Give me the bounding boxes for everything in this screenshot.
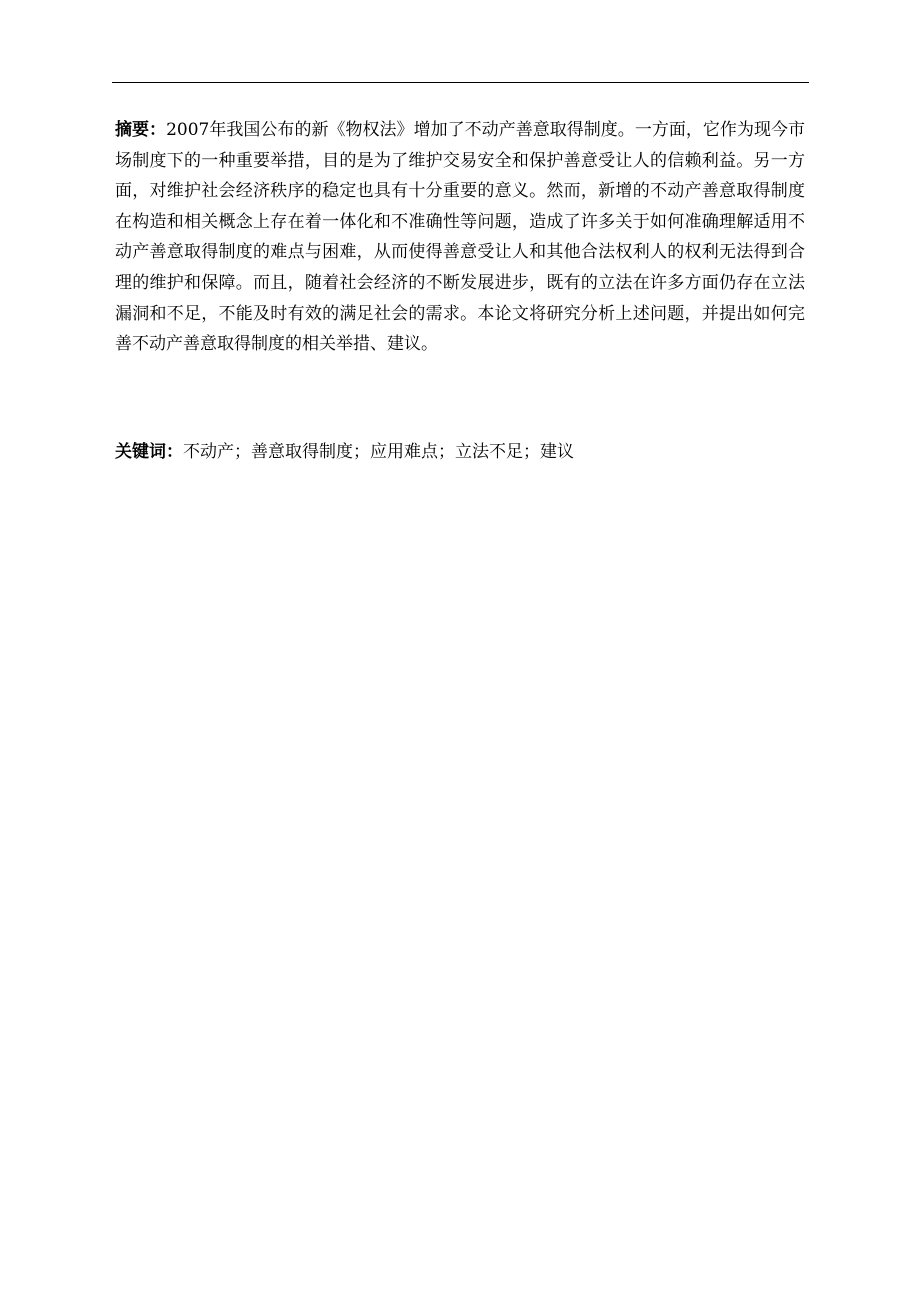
abstract-text: 2007年我国公布的新《物权法》增加了不动产善意取得制度。一方面，它作为现今市场制度下的一种重要举措，目的是为了维护交易安全和保护善意受让人的信赖利益。另一方面，对维护社会经济秩序的稳定也具有十分重要的意义。然而，新增的不动产善意取得制度在构造和相关概念上存在着一体化和不准确性等问题，造成了许多关于如何准确理解适用不动产善意取得制度的难点与困难，从而使得善意受让人和其他合法权利人的权利无法得到合理的维护和保障。而且，随着社会经济的不断发展进步，既有的立法在许多方面仍存在立法漏洞和不足，不能及时有效的满足社会的需求。本论文将研究分析上述问题，并提出如何完善不动产善意取得制度的相关举措、建议。 <box>115 120 806 355</box>
keywords-label: 关键词： <box>115 442 183 462</box>
abstract-paragraph <box>115 115 805 360</box>
header-rule <box>112 82 809 83</box>
keywords-text: 不动产；善意取得制度；应用难点；立法不足；建议 <box>183 442 574 462</box>
keywords-line <box>115 437 805 467</box>
abstract-label: 摘要： <box>115 120 167 140</box>
